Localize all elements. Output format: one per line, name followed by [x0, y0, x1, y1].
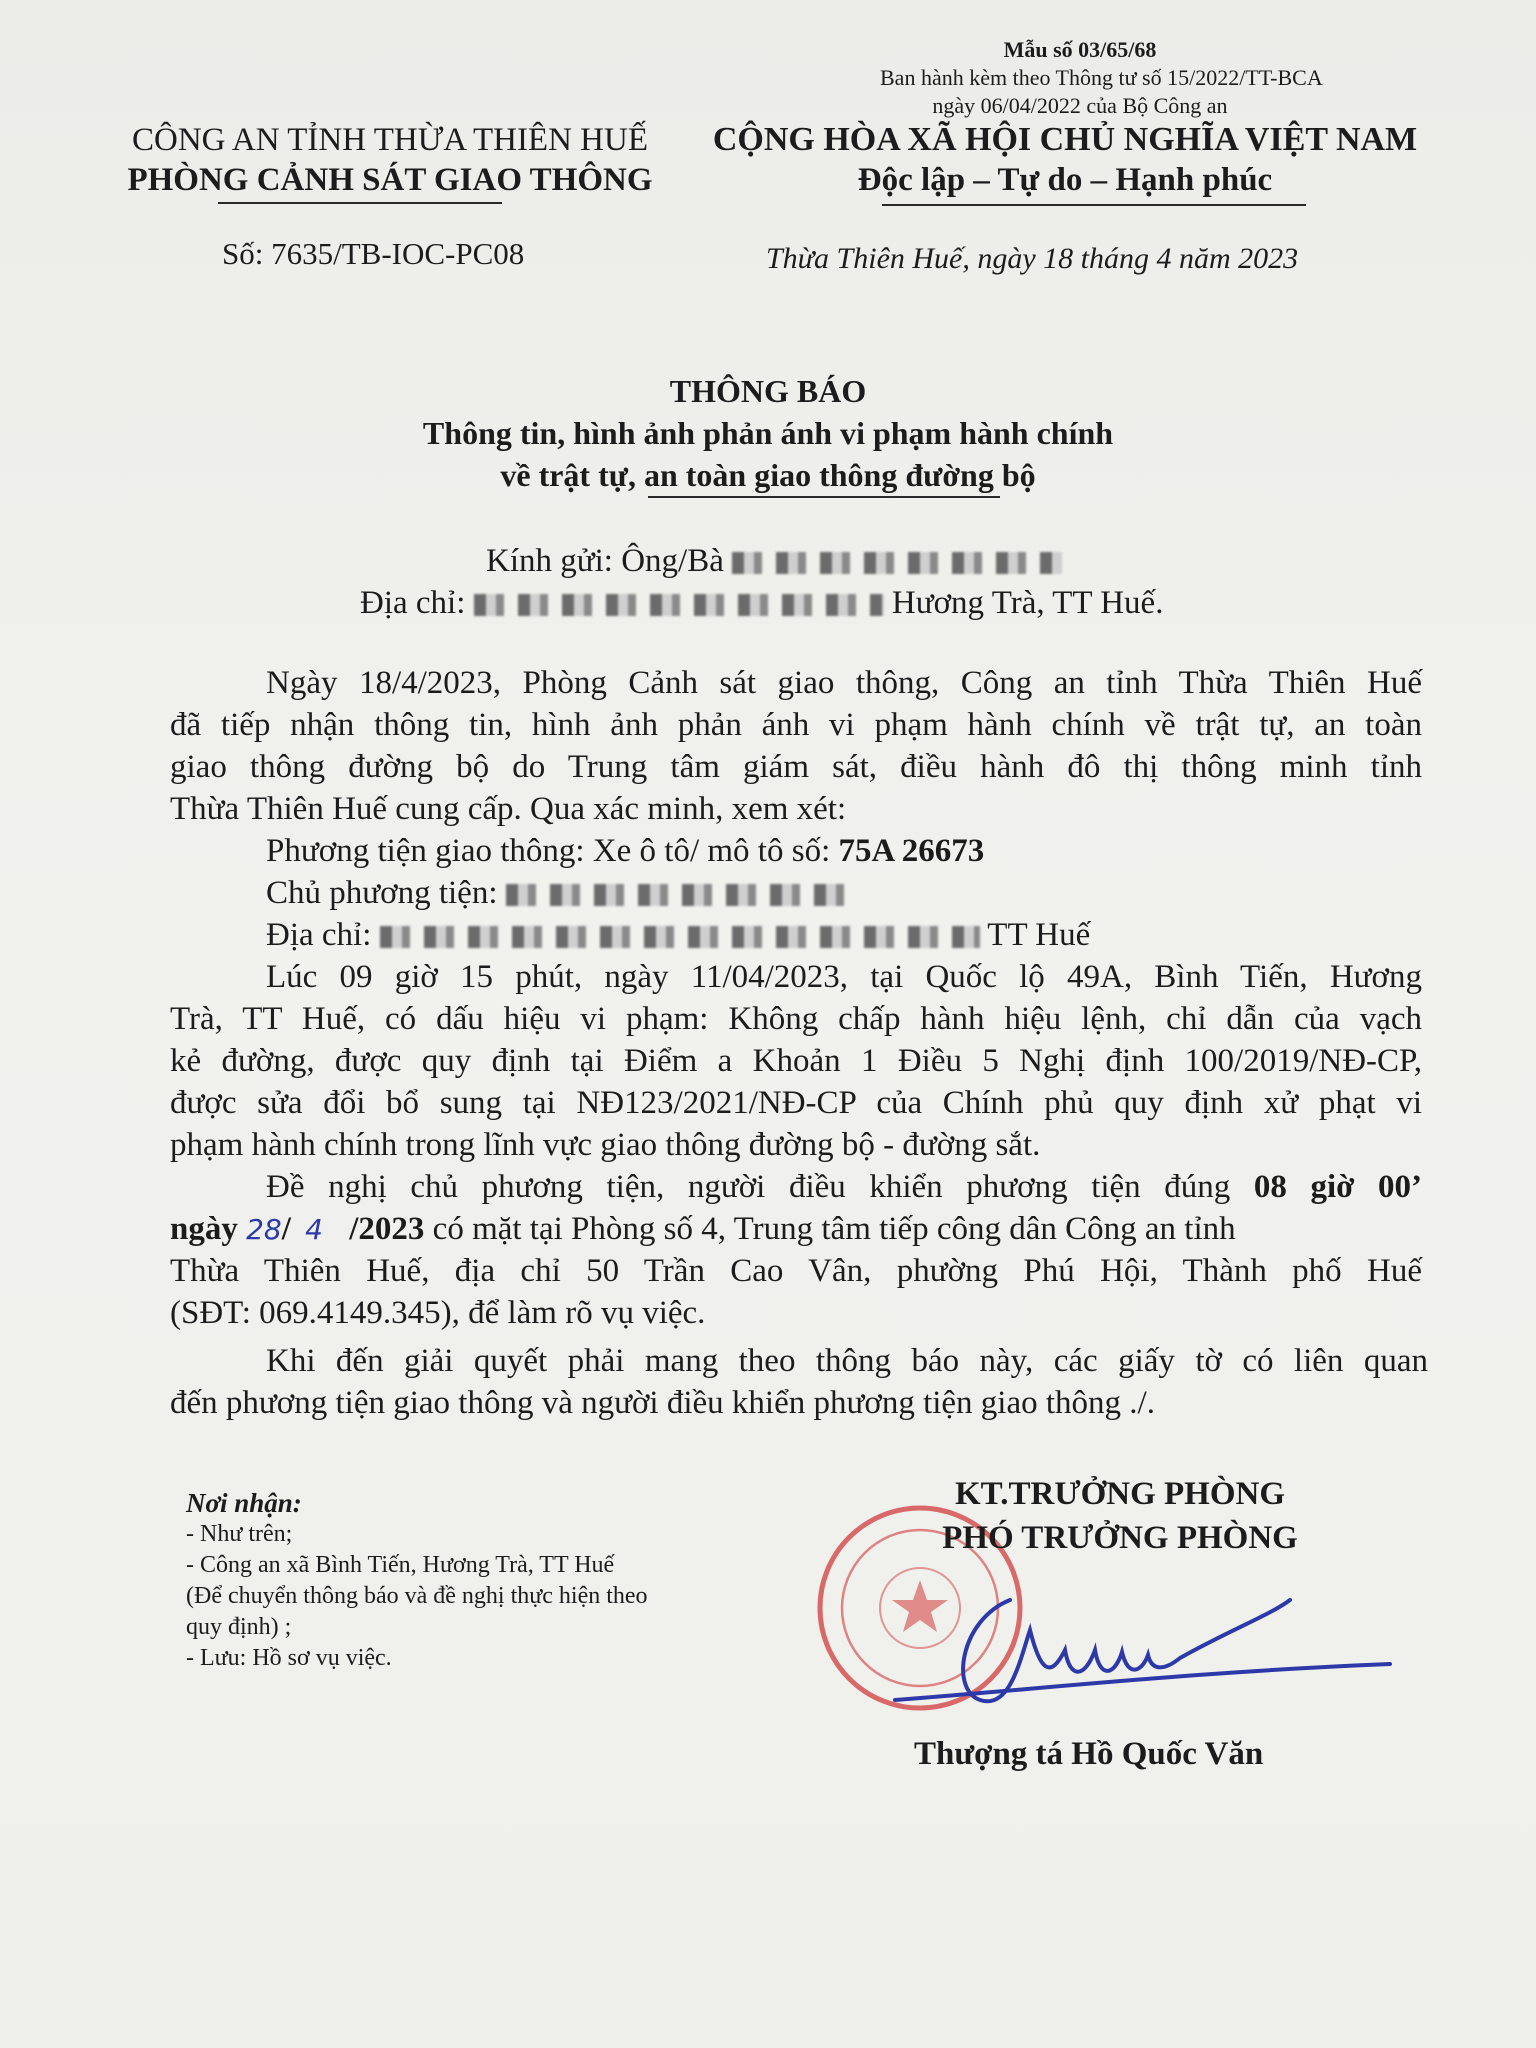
agency-underline	[218, 202, 502, 204]
doc-title	[0, 370, 1536, 496]
recipients-block	[186, 1488, 648, 1674]
redacted-owner	[506, 884, 846, 906]
p1-line3: giao thông đường bộ do Trung tâm giám sát, điều hành đô thị thông minh tỉnh	[170, 749, 1422, 785]
p2-line2: Trà, TT Huế, có dấu hiệu vi phạm: Không chấp hành hiệu lệnh, chỉ dẫn của vạch	[170, 1001, 1422, 1037]
redacted-name	[732, 552, 1062, 574]
form-code-circular: Ban hành kèm theo Thông tư số 15/2022/TT-BCA	[880, 65, 1323, 90]
agency-unit: PHÒNG CẢNH SÁT GIAO THÔNG	[127, 162, 653, 198]
plate-number: 75A 26673	[838, 833, 985, 869]
national-header	[700, 120, 1430, 200]
recipient-address-tail: Hương Trà, TT Huế.	[891, 585, 1164, 621]
doc-title-sub1: Thông tin, hình ảnh phản ánh vi phạm hành chính	[422, 415, 1114, 451]
vehicle-label: Phương tiện giao thông: Xe ô tô/ mô tô số:	[266, 833, 831, 869]
p3-line2-text: có mặt tại Phòng số 4, Trung tâm tiếp công dân Công an tỉnh	[432, 1211, 1236, 1247]
recipients-line4: quy định) ;	[186, 1614, 292, 1640]
motto-underline	[882, 204, 1306, 206]
p2-line3: kẻ đường, được quy định tại Điểm a Khoản 1 Điều 5 Nghị định 100/2019/NĐ-CP,	[170, 1043, 1422, 1079]
appointment-time: 08 giờ 00’	[1253, 1169, 1423, 1205]
recipients-line5: - Lưu: Hồ sơ vụ việc.	[186, 1645, 392, 1671]
signature-title2: PHÓ TRƯỞNG PHÒNG	[942, 1520, 1298, 1556]
doc-title-main: THÔNG BÁO	[669, 373, 867, 409]
recipients-line1: - Như trên;	[186, 1521, 293, 1547]
signature-titles	[860, 1472, 1380, 1560]
p2-line4: được sửa đổi bổ sung tại NĐ123/2021/NĐ-CP của Chính phủ quy định xử phạt vi	[170, 1085, 1422, 1121]
p1-line1: Ngày 18/4/2023, Phòng Cảnh sát giao thông, Công an tỉnh Thừa Thiên Huế	[266, 665, 1422, 701]
nation-motto: Độc lập – Tự do – Hạnh phúc	[857, 162, 1273, 198]
recipient-address-label: Địa chỉ:	[360, 585, 466, 621]
p3-line2: ngày 28/ 4 /2023 có mặt tại Phòng số 4, Trung tâm tiếp công dân Công an tỉnh	[170, 1211, 1236, 1247]
recipient-line	[486, 540, 1062, 582]
doc-number: Số: 7635/TB-IOC-PC08	[222, 236, 525, 271]
p3-line3: Thừa Thiên Huế, địa chỉ 50 Trần Cao Vân, phường Phú Hội, Thành phố Huế	[170, 1253, 1422, 1289]
signature-title1: KT.TRƯỞNG PHÒNG	[955, 1476, 1285, 1512]
redacted-address	[474, 594, 884, 616]
recipient-address-line	[360, 582, 1163, 624]
recipients-line2: - Công an xã Bình Tiến, Hương Trà, TT Huế	[186, 1552, 615, 1578]
p4-line2: đến phương tiện giao thông và người điều khiển phương tiện giao thông ./.	[170, 1385, 1155, 1421]
appointment-year: /2023	[349, 1211, 425, 1247]
owner-line	[266, 872, 846, 914]
vehicle-line	[266, 830, 984, 872]
form-code	[880, 36, 1323, 120]
p3-line4: (SĐT: 069.4149.345), để làm rõ vụ việc.	[170, 1295, 706, 1331]
handwritten-month: 4	[305, 1213, 323, 1246]
agency-header	[100, 120, 680, 200]
p1-line2: đã tiếp nhận thông tin, hình ảnh phản ánh vi phạm hành chính về trật tự, an toàn	[170, 707, 1422, 743]
recipients-line3: (Để chuyển thông báo và đề nghị thực hiện theo	[186, 1583, 648, 1609]
p1-line4: Thừa Thiên Huế cung cấp. Qua xác minh, xem xét:	[170, 791, 847, 827]
owner-address-tail: TT Huế	[987, 917, 1091, 953]
p2-line1: Lúc 09 giờ 15 phút, ngày 11/04/2023, tại Quốc lộ 49A, Bình Tiến, Hương	[266, 959, 1422, 995]
owner-address-line	[266, 914, 1090, 956]
p4-line1: Khi đến giải quyết phải mang theo thông báo này, các giấy tờ có liên quan	[266, 1343, 1428, 1379]
agency-parent: CÔNG AN TỈNH THỪA THIÊN HUẾ	[131, 122, 648, 158]
p2-line5: phạm hành chính trong lĩnh vực giao thông đường bộ - đường sắt.	[170, 1127, 1041, 1163]
place-date: Thừa Thiên Huế, ngày 18 tháng 4 năm 2023	[766, 242, 1299, 275]
owner-label: Chủ phương tiện:	[266, 875, 498, 911]
redacted-owner-address	[380, 926, 980, 948]
recipient-label: Kính gửi: Ông/Bà	[486, 543, 724, 579]
form-code-number: Mẫu số 03/65/68	[1003, 37, 1157, 62]
nation-name: CỘNG HÒA XÃ HỘI CHỦ NGHĨA VIỆT NAM	[712, 121, 1418, 158]
recipients-heading: Nơi nhận:	[186, 1488, 302, 1518]
signer-name: Thượng tá Hồ Quốc Văn	[914, 1736, 1264, 1772]
form-code-date: ngày 06/04/2022 của Bộ Công an	[932, 93, 1228, 118]
p3-line1	[170, 1166, 1422, 1208]
owner-address-label: Địa chỉ:	[266, 917, 372, 953]
title-underline	[648, 496, 1000, 498]
p3-line1-text: Đề nghị chủ phương tiện, người điều khiển phương tiện đúng	[266, 1169, 1231, 1205]
appointment-day-label: ngày	[170, 1211, 238, 1247]
handwritten-day: 28	[246, 1213, 282, 1246]
doc-title-sub2: về trật tự, an toàn giao thông đường bộ	[500, 457, 1036, 493]
handwritten-signature-icon	[890, 1560, 1410, 1730]
